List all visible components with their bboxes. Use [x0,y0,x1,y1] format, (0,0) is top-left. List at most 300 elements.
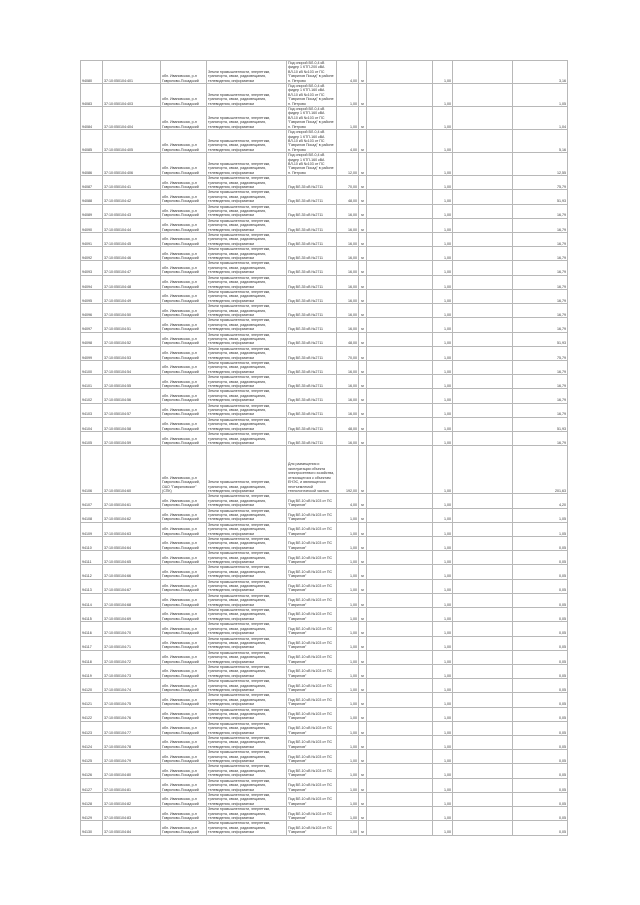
plot-area: 4,00 [337,130,359,153]
cadastral-number: 37:10:050104:84 [103,821,161,835]
tax-amount: 16,79 [513,375,568,389]
tax-amount: 0,05 [513,551,568,565]
plot-address: обл. Ивановская, р-н Гаврилово-Посадский [161,750,207,764]
table-row [81,261,568,275]
cadastral-number: 37:10:050104:44 [103,218,161,232]
plot-address: обл. Ивановская, р-н Гаврилово-Посадский [161,107,207,130]
area-unit: м [359,522,367,536]
tax-amount: 201,63 [513,446,568,494]
tax-amount: 0,05 [513,778,568,792]
cadastral-number: 37:10:050104:45 [103,233,161,247]
permitted-use: Под ВЛ-10 кВ №103 от ПС "Гаврилов" [287,792,337,806]
area-unit: м [359,778,367,792]
area-unit: м [359,304,367,318]
empty-cell [367,190,433,204]
permitted-use: Под ВЛ-35 кВ №2711 [287,432,337,446]
cadastral-number: 37:10:050104:50 [103,304,161,318]
row-id: 94095 [81,289,103,303]
area-unit: м [359,792,367,806]
permitted-use: Под ВЛ-35 кВ №2711 [287,375,337,389]
tax-amount: 51,93 [513,417,568,431]
plot-area: 16,00 [337,403,359,417]
cadastral-number: 37:10:050104:74 [103,679,161,693]
tax-amount: 0,05 [513,622,568,636]
plot-address: обл. Ивановская, р-н Гаврилово-Посадский [161,736,207,750]
empty-cell [367,233,433,247]
land-category: Земли промышленности, энергетики, транспорта, связи, радиовещания, телевидения, информатики [207,304,287,318]
empty-cell [453,664,513,678]
area-unit: м [359,650,367,664]
permitted-use: Под ВЛ-10 кВ №103 от ПС "Гаврилов" [287,807,337,821]
tax-rate: 1,00 [433,522,453,536]
tax-rate: 1,00 [433,403,453,417]
plot-area: 1,00 [337,650,359,664]
land-category: Земли промышленности, энергетики, транспорта, связи, радиовещания, телевидения, информатики [207,190,287,204]
permitted-use: Под ВЛ-10 кВ №103 от ПС "Гаврилов" [287,650,337,664]
empty-cell [367,304,433,318]
empty-cell [453,551,513,565]
plot-area: 192,00 [337,446,359,494]
tax-rate: 1,00 [433,679,453,693]
plot-area: 1,00 [337,593,359,607]
permitted-use: Под ВЛ-35 кВ №2711 [287,346,337,360]
empty-cell [367,764,433,778]
cadastral-number: 37:10:050104:404 [103,107,161,130]
cadastral-number: 37:10:050104:58 [103,417,161,431]
row-id: 94130 [81,821,103,835]
tax-amount: 1,05 [513,522,568,536]
plot-area: 1,00 [337,536,359,550]
plot-area: 1,00 [337,107,359,130]
tax-amount: 16,79 [513,261,568,275]
land-category: Земли промышленности, энергетики, транспорта, связи, радиовещания, телевидения, информатики [207,61,287,84]
land-category: Земли промышленности, энергетики, транспорта, связи, радиовещания, телевидения, информатики [207,593,287,607]
table-row [81,593,568,607]
tax-amount: 5,16 [513,130,568,153]
empty-cell [367,650,433,664]
tax-rate: 1,00 [433,707,453,721]
plot-area: 1,00 [337,579,359,593]
row-id: 94115 [81,608,103,622]
empty-cell [453,721,513,735]
table-row [81,130,568,153]
plot-address: обл. Ивановская, р-н Гаврилово-Посадский [161,807,207,821]
empty-cell [367,389,433,403]
empty-cell [367,247,433,261]
plot-address: обл. Ивановская, р-н Гаврилово-Посадский [161,346,207,360]
area-unit: м [359,679,367,693]
tax-amount: 0,05 [513,536,568,550]
land-category: Земли промышленности, энергетики, транспорта, связи, радиовещания, телевидения, информатики [207,247,287,261]
row-id: 94129 [81,807,103,821]
plot-address: обл. Ивановская, р-н Гаврилово-Посадский [161,153,207,176]
empty-cell [367,432,433,446]
land-category: Земли промышленности, энергетики, транспорта, связи, радиовещания, телевидения, информатики [207,318,287,332]
plot-area: 1,00 [337,608,359,622]
permitted-use: Под ВЛ-35 кВ №2711 [287,190,337,204]
table-row [81,107,568,130]
table-row [81,176,568,190]
tax-amount: 3,16 [513,61,568,84]
tax-amount: 0,05 [513,579,568,593]
empty-cell [453,750,513,764]
cadastral-number: 37:10:050104:76 [103,707,161,721]
plot-address: обл. Ивановская, р-н Гаврилово-Посадский [161,233,207,247]
plot-area: 16,00 [337,375,359,389]
tax-rate: 1,00 [433,275,453,289]
area-unit: м [359,750,367,764]
tax-rate: 1,00 [433,84,453,107]
empty-cell [367,261,433,275]
empty-cell [453,636,513,650]
plot-address: обл. Ивановская, р-н Гаврилово-Посадский, ОАО "Гавриловское" (СПК) [161,446,207,494]
area-unit: м [359,289,367,303]
empty-cell [453,593,513,607]
plot-area: 1,00 [337,764,359,778]
permitted-use: Под ВЛ-10 кВ №103 от ПС "Гаврилов" [287,664,337,678]
land-category: Земли промышленности, энергетики, транспорта, связи, радиовещания, телевидения, информатики [207,721,287,735]
empty-cell [453,247,513,261]
plot-address: обл. Ивановская, р-н Гаврилово-Посадский [161,289,207,303]
area-unit: м [359,107,367,130]
row-id: 94123 [81,721,103,735]
land-category: Земли промышленности, энергетики, транспорта, связи, радиовещания, телевидения, информатики [207,622,287,636]
empty-cell [453,318,513,332]
tax-rate: 1,00 [433,579,453,593]
cadastral-number: 37:10:050104:54 [103,361,161,375]
tax-rate: 1,00 [433,650,453,664]
plot-address: обл. Ивановская, р-н Гаврилово-Посадский [161,508,207,522]
plot-address: обл. Ивановская, р-н Гаврилово-Посадский [161,551,207,565]
empty-cell [367,622,433,636]
plot-address: обл. Ивановская, р-н Гаврилово-Посадский [161,204,207,218]
empty-cell [453,84,513,107]
empty-cell [367,403,433,417]
cadastral-number: 37:10:050104:79 [103,750,161,764]
tax-rate: 1,00 [433,261,453,275]
empty-cell [453,736,513,750]
table-row [81,721,568,735]
empty-cell [453,218,513,232]
cadastral-number: 37:10:050104:67 [103,579,161,593]
area-unit: м [359,84,367,107]
plot-area: 1,00 [337,565,359,579]
land-category: Земли промышленности, энергетики, транспорта, связи, радиовещания, телевидения, информатики [207,579,287,593]
row-id: 94092 [81,247,103,261]
tax-rate: 1,00 [433,494,453,508]
tax-rate: 1,00 [433,508,453,522]
empty-cell [367,664,433,678]
tax-rate: 1,00 [433,346,453,360]
permitted-use: Под ВЛ-35 кВ №2711 [287,261,337,275]
land-category: Земли промышленности, энергетики, транспорта, связи, радиовещания, телевидения, информатики [207,204,287,218]
plot-area: 1,00 [337,522,359,536]
land-category: Земли промышленности, энергетики, транспорта, связи, радиовещания, телевидения, информатики [207,275,287,289]
cadastral-number: 37:10:050104:82 [103,792,161,806]
area-unit: м [359,130,367,153]
empty-cell [453,432,513,446]
plot-address: обл. Ивановская, р-н Гаврилово-Посадский [161,190,207,204]
empty-cell [453,536,513,550]
table-row [81,764,568,778]
land-category: Земли промышленности, энергетики, транспорта, связи, радиовещания, телевидения, информатики [207,403,287,417]
permitted-use: Под ВЛ-10 кВ №103 от ПС "Гаврилов" [287,593,337,607]
plot-area: 16,00 [337,289,359,303]
plot-area: 1,00 [337,508,359,522]
empty-cell [453,693,513,707]
cadastral-number: 37:10:050104:56 [103,389,161,403]
table-row [81,190,568,204]
row-id: 94121 [81,693,103,707]
table-row [81,792,568,806]
tax-rate: 1,00 [433,778,453,792]
table-row [81,304,568,318]
plot-address: обл. Ивановская, р-н Гаврилово-Посадский [161,778,207,792]
row-id: 94125 [81,750,103,764]
area-unit: м [359,153,367,176]
empty-cell [453,361,513,375]
row-id: 94122 [81,707,103,721]
land-category: Земли промышленности, энергетики, транспорта, связи, радиовещания, телевидения, информатики [207,536,287,550]
permitted-use: Под ВЛ-10 кВ №103 от ПС "Гаврилов" [287,494,337,508]
empty-cell [453,778,513,792]
table-row [81,204,568,218]
tax-amount: 16,79 [513,318,568,332]
area-unit: м [359,721,367,735]
tax-amount: 16,79 [513,403,568,417]
tax-amount: 16,79 [513,204,568,218]
area-unit: м [359,622,367,636]
tax-rate: 1,00 [433,736,453,750]
tax-rate: 1,00 [433,750,453,764]
empty-cell [453,261,513,275]
land-category: Земли промышленности, энергетики, транспорта, связи, радиовещания, телевидения, информатики [207,821,287,835]
plot-address: обл. Ивановская, р-н Гаврилово-Посадский [161,494,207,508]
plot-area: 1,00 [337,807,359,821]
land-plots-table [80,60,568,836]
row-id: 94089 [81,204,103,218]
area-unit: м [359,608,367,622]
plot-address: обл. Ивановская, р-н Гаврилово-Посадский [161,679,207,693]
permitted-use: Под ВЛ-10 кВ №103 от ПС "Гаврилов" [287,693,337,707]
table-row [81,494,568,508]
row-id: 94118 [81,650,103,664]
empty-cell [367,593,433,607]
tax-rate: 1,00 [433,332,453,346]
empty-cell [453,204,513,218]
table-row [81,565,568,579]
tax-rate: 1,00 [433,176,453,190]
area-unit: м [359,346,367,360]
land-category: Земли промышленности, энергетики, транспорта, связи, радиовещания, телевидения, информатики [207,446,287,494]
table-row [81,807,568,821]
table-row [81,233,568,247]
empty-cell [367,579,433,593]
tax-amount: 16,79 [513,275,568,289]
table-row [81,821,568,835]
permitted-use: Под ВЛ-35 кВ №2711 [287,233,337,247]
plot-address: обл. Ивановская, р-н Гаврилово-Посадский [161,247,207,261]
land-category: Земли промышленности, энергетики, транспорта, связи, радиовещания, телевидения, информатики [207,565,287,579]
cadastral-number: 37:10:050104:48 [103,275,161,289]
plot-area: 1,00 [337,636,359,650]
plot-address: обл. Ивановская, р-н Гаврилово-Посадский [161,792,207,806]
area-unit: м [359,233,367,247]
plot-address: обл. Ивановская, р-н Гаврилово-Посадский [161,593,207,607]
area-unit: м [359,261,367,275]
cadastral-number: 37:10:050104:72 [103,650,161,664]
row-id: 94110 [81,536,103,550]
area-unit: м [359,508,367,522]
empty-cell [367,361,433,375]
row-id: 94105 [81,432,103,446]
empty-cell [453,332,513,346]
cadastral-number: 37:10:050104:73 [103,664,161,678]
permitted-use: Под опорой ВЛ-0,4 кВ фидер 1 КТП-160 кВА ВЛ-10 кВ №103 от ПС "Гаврилов Посад" в районе п. Петрово [287,84,337,107]
empty-cell [453,522,513,536]
cadastral-number: 37:10:050104:43 [103,204,161,218]
land-category: Земли промышленности, энергетики, транспорта, связи, радиовещания, телевидения, информатики [207,736,287,750]
empty-cell [453,190,513,204]
plot-area: 16,00 [337,318,359,332]
empty-cell [453,579,513,593]
tax-amount: 16,79 [513,361,568,375]
empty-cell [367,446,433,494]
permitted-use: Под ВЛ-10 кВ №103 от ПС "Гаврилов" [287,565,337,579]
empty-cell [453,107,513,130]
table-row [81,332,568,346]
plot-area: 1,00 [337,622,359,636]
area-unit: м [359,176,367,190]
plot-address: обл. Ивановская, р-н Гаврилово-Посадский [161,650,207,664]
plot-area: 16,00 [337,218,359,232]
tax-rate: 1,00 [433,807,453,821]
empty-cell [453,275,513,289]
land-category: Земли промышленности, энергетики, транспорта, связи, радиовещания, телевидения, информатики [207,417,287,431]
plot-address: обл. Ивановская, р-н Гаврилово-Посадский [161,389,207,403]
permitted-use: Под ВЛ-10 кВ №103 от ПС "Гаврилов" [287,679,337,693]
tax-amount: 16,79 [513,304,568,318]
permitted-use: Под ВЛ-10 кВ №103 от ПС "Гаврилов" [287,522,337,536]
row-id: 94097 [81,318,103,332]
cadastral-number: 37:10:050104:71 [103,636,161,650]
empty-cell [367,693,433,707]
cadastral-number: 37:10:050104:401 [103,61,161,84]
land-category: Земли промышленности, энергетики, транспорта, связи, радиовещания, телевидения, информатики [207,508,287,522]
land-category: Земли промышленности, энергетики, транспорта, связи, радиовещания, телевидения, информатики [207,608,287,622]
land-category: Земли промышленности, энергетики, транспорта, связи, радиовещания, телевидения, информатики [207,650,287,664]
land-category: Земли промышленности, энергетики, транспорта, связи, радиовещания, телевидения, информатики [207,233,287,247]
tax-table-sheet [80,60,567,836]
plot-address: обл. Ивановская, р-н Гаврилово-Посадский [161,375,207,389]
land-category: Земли промышленности, энергетики, транспорта, связи, радиовещания, телевидения, информатики [207,332,287,346]
table-row [81,375,568,389]
land-category: Земли промышленности, энергетики, транспорта, связи, радиовещания, телевидения, информатики [207,636,287,650]
cadastral-number: 37:10:050104:49 [103,289,161,303]
row-id: 94100 [81,361,103,375]
tax-amount: 16,79 [513,218,568,232]
land-category: Земли промышленности, энергетики, транспорта, связи, радиовещания, телевидения, информатики [207,750,287,764]
row-id: 94106 [81,446,103,494]
table-row [81,446,568,494]
tax-amount: 1,04 [513,107,568,130]
cadastral-number: 37:10:050104:405 [103,130,161,153]
land-category: Земли промышленности, энергетики, транспорта, связи, радиовещания, телевидения, информатики [207,261,287,275]
row-id: 94093 [81,261,103,275]
table-row [81,736,568,750]
cadastral-number: 37:10:050104:42 [103,190,161,204]
empty-cell [453,565,513,579]
tax-rate: 1,00 [433,304,453,318]
plot-area: 12,00 [337,153,359,176]
tax-rate: 1,00 [433,764,453,778]
plot-area: 16,00 [337,275,359,289]
plot-address: обл. Ивановская, р-н Гаврилово-Посадский [161,275,207,289]
table-row [81,84,568,107]
table-row [81,608,568,622]
plot-address: обл. Ивановская, р-н Гаврилово-Посадский [161,332,207,346]
empty-cell [453,608,513,622]
empty-cell [367,417,433,431]
empty-cell [453,130,513,153]
plot-address: обл. Ивановская, р-н Гаврилово-Посадский [161,417,207,431]
tax-amount: 0,05 [513,593,568,607]
area-unit: м [359,204,367,218]
land-category: Земли промышленности, энергетики, транспорта, связи, радиовещания, телевидения, информатики [207,792,287,806]
tax-amount: 0,05 [513,750,568,764]
area-unit: м [359,417,367,431]
row-id: 94116 [81,622,103,636]
land-category: Земли промышленности, энергетики, транспорта, связи, радиовещания, телевидения, информатики [207,551,287,565]
permitted-use: Под ВЛ-10 кВ №103 от ПС "Гаврилов" [287,736,337,750]
row-id: 94102 [81,389,103,403]
row-id: 94087 [81,176,103,190]
plot-area: 48,00 [337,190,359,204]
permitted-use: Под ВЛ-35 кВ №2711 [287,332,337,346]
plot-address: обл. Ивановская, р-н Гаврилово-Посадский [161,608,207,622]
permitted-use: Под опорой ВЛ-0,4 кВ фидер 1 КТП-160 кВА ВЛ-10 кВ №103 от ПС "Гаврилов Посад" в районе п. Петрово [287,153,337,176]
cadastral-number: 37:10:050104:61 [103,494,161,508]
area-unit: м [359,807,367,821]
tax-rate: 1,00 [433,218,453,232]
permitted-use: Под ВЛ-35 кВ №2711 [287,247,337,261]
table-row [81,536,568,550]
area-unit: м [359,446,367,494]
plot-area: 70,00 [337,176,359,190]
land-category: Земли промышленности, энергетики, транспорта, связи, радиовещания, телевидения, информатики [207,130,287,153]
plot-area: 1,00 [337,721,359,735]
table-row [81,551,568,565]
plot-address: обл. Ивановская, р-н Гаврилово-Посадский [161,522,207,536]
table-row [81,750,568,764]
permitted-use: Под ВЛ-35 кВ №2711 [287,318,337,332]
row-id: 94107 [81,494,103,508]
tax-amount: 0,05 [513,650,568,664]
row-id: 94103 [81,403,103,417]
plot-address: обл. Ивановская, р-н Гаврилово-Посадский [161,403,207,417]
tax-rate: 1,00 [433,107,453,130]
area-unit: м [359,275,367,289]
plot-address: обл. Ивановская, р-н Гаврилово-Посадский [161,61,207,84]
plot-address: обл. Ивановская, р-н Гаврилово-Посадский [161,707,207,721]
land-category: Земли промышленности, энергетики, транспорта, связи, радиовещания, телевидения, информатики [207,764,287,778]
table-row [81,389,568,403]
area-unit: м [359,332,367,346]
empty-cell [453,807,513,821]
plot-area: 16,00 [337,204,359,218]
land-category: Земли промышленности, энергетики, транспорта, связи, радиовещания, телевидения, информатики [207,664,287,678]
table-row [81,650,568,664]
